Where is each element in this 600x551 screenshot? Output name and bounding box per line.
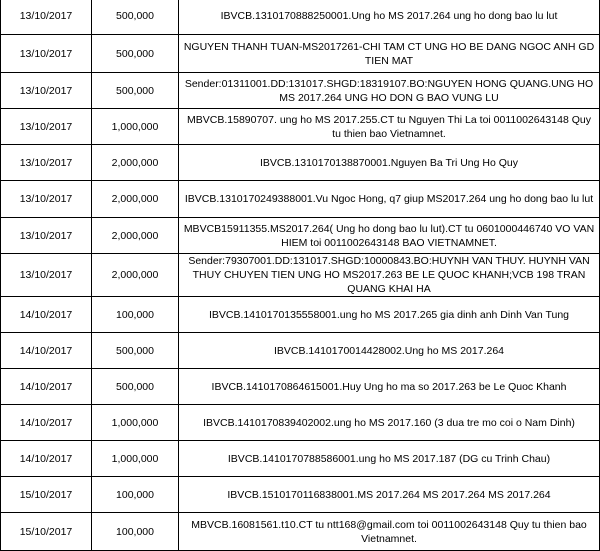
table-row xyxy=(1,441,600,477)
amount-cell: 1,000,000 xyxy=(92,109,179,145)
table-row xyxy=(1,109,600,145)
description-cell: NGUYEN THANH TUAN-MS2017261-CHI TAM CT UNG HO BE DANG NGOC ANH GD TIEN MAT xyxy=(179,35,600,73)
date-cell: 13/10/2017 xyxy=(1,109,92,145)
amount-cell: 2,000,000 xyxy=(92,254,179,297)
table-row xyxy=(1,513,600,551)
donation-ledger-body xyxy=(1,0,600,551)
description-cell: IBVCB.1510170116838001.MS 2017.264 MS 2017.264 MS 2017.264 xyxy=(179,477,600,513)
table-row xyxy=(1,73,600,109)
amount-cell: 2,000,000 xyxy=(92,145,179,181)
table-row xyxy=(1,333,600,369)
date-cell: 15/10/2017 xyxy=(1,513,92,551)
amount-cell: 1,000,000 xyxy=(92,441,179,477)
description-cell: IBVCB.1410170839402002.ung ho MS 2017.160 (3 dua tre mo coi o Nam Dinh) xyxy=(179,405,600,441)
description-cell: IBVCB.1310170249388001.Vu Ngoc Hong, q7 giup MS2017.264 ung ho dong bao lu lut xyxy=(179,181,600,218)
description-cell: Sender:01311001.DD:131017.SHGD:18319107.BO:NGUYEN HONG QUANG.UNG HO MS 2017.264 UNG HO DON G BAO VUNG LU xyxy=(179,73,600,109)
table-row xyxy=(1,181,600,218)
description-cell: IBVCB.1410170788586001.ung ho MS 2017.187 (DG cu Trinh Chau) xyxy=(179,441,600,477)
table-row xyxy=(1,297,600,333)
amount-cell: 500,000 xyxy=(92,0,179,35)
table-row xyxy=(1,218,600,254)
amount-cell: 100,000 xyxy=(92,297,179,333)
table-row xyxy=(1,477,600,513)
description-cell: MBVCB.15890707. ung ho MS 2017.255.CT tu Nguyen Thi La toi 0011002643148 Quy tu thien bao Vietnamnet. xyxy=(179,109,600,145)
date-cell: 13/10/2017 xyxy=(1,73,92,109)
date-cell: 13/10/2017 xyxy=(1,218,92,254)
amount-cell: 100,000 xyxy=(92,477,179,513)
amount-cell: 500,000 xyxy=(92,369,179,405)
date-cell: 13/10/2017 xyxy=(1,145,92,181)
date-cell: 13/10/2017 xyxy=(1,35,92,73)
date-cell: 14/10/2017 xyxy=(1,441,92,477)
amount-cell: 500,000 xyxy=(92,35,179,73)
date-cell: 13/10/2017 xyxy=(1,254,92,297)
amount-cell: 500,000 xyxy=(92,73,179,109)
amount-cell: 500,000 xyxy=(92,333,179,369)
date-cell: 13/10/2017 xyxy=(1,0,92,35)
date-cell: 14/10/2017 xyxy=(1,333,92,369)
table-row xyxy=(1,145,600,181)
amount-cell: 2,000,000 xyxy=(92,181,179,218)
amount-cell: 100,000 xyxy=(92,513,179,551)
table-row xyxy=(1,35,600,73)
amount-cell: 1,000,000 xyxy=(92,405,179,441)
date-cell: 14/10/2017 xyxy=(1,297,92,333)
description-cell: IBVCB.1410170014428002.Ung ho MS 2017.264 xyxy=(179,333,600,369)
description-cell: IBVCB.1310170888250001.Ung ho MS 2017.264 ung ho dong bao lu lut xyxy=(179,0,600,35)
description-cell: IBVCB.1310170138870001.Nguyen Ba Tri Ung Ho Quy xyxy=(179,145,600,181)
description-cell: IBVCB.1410170135558001.ung ho MS 2017.265 gia dinh anh Dinh Van Tung xyxy=(179,297,600,333)
date-cell: 14/10/2017 xyxy=(1,369,92,405)
table-row xyxy=(1,369,600,405)
description-cell: MBVCB.16081561.t10.CT tu ntt168@gmail.com toi 0011002643148 Quy tu thien bao Vietnamnet. xyxy=(179,513,600,551)
description-cell: IBVCB.1410170864615001.Huy Ung ho ma so 2017.263 be Le Quoc Khanh xyxy=(179,369,600,405)
amount-cell: 2,000,000 xyxy=(92,218,179,254)
date-cell: 13/10/2017 xyxy=(1,181,92,218)
description-cell: Sender:79307001.DD:131017.SHGD:10000843.BO:HUYNH VAN THUY. HUYNH VAN THUY CHUYEN TIEN UNG HO MS2017.263 BE LE QUOC KHANH;VCB 198 TRAN QUANG KHAI HA xyxy=(179,254,600,297)
date-cell: 15/10/2017 xyxy=(1,477,92,513)
table-row xyxy=(1,405,600,441)
table-row xyxy=(1,254,600,297)
date-cell: 14/10/2017 xyxy=(1,405,92,441)
description-cell: MBVCB15911355.MS2017.264( Ung ho dong bao lu lut).CT tu 0601000446740 VO VAN HIEM toi 0011002643148 BAO VIETNAMNET. xyxy=(179,218,600,254)
table-row xyxy=(1,0,600,35)
